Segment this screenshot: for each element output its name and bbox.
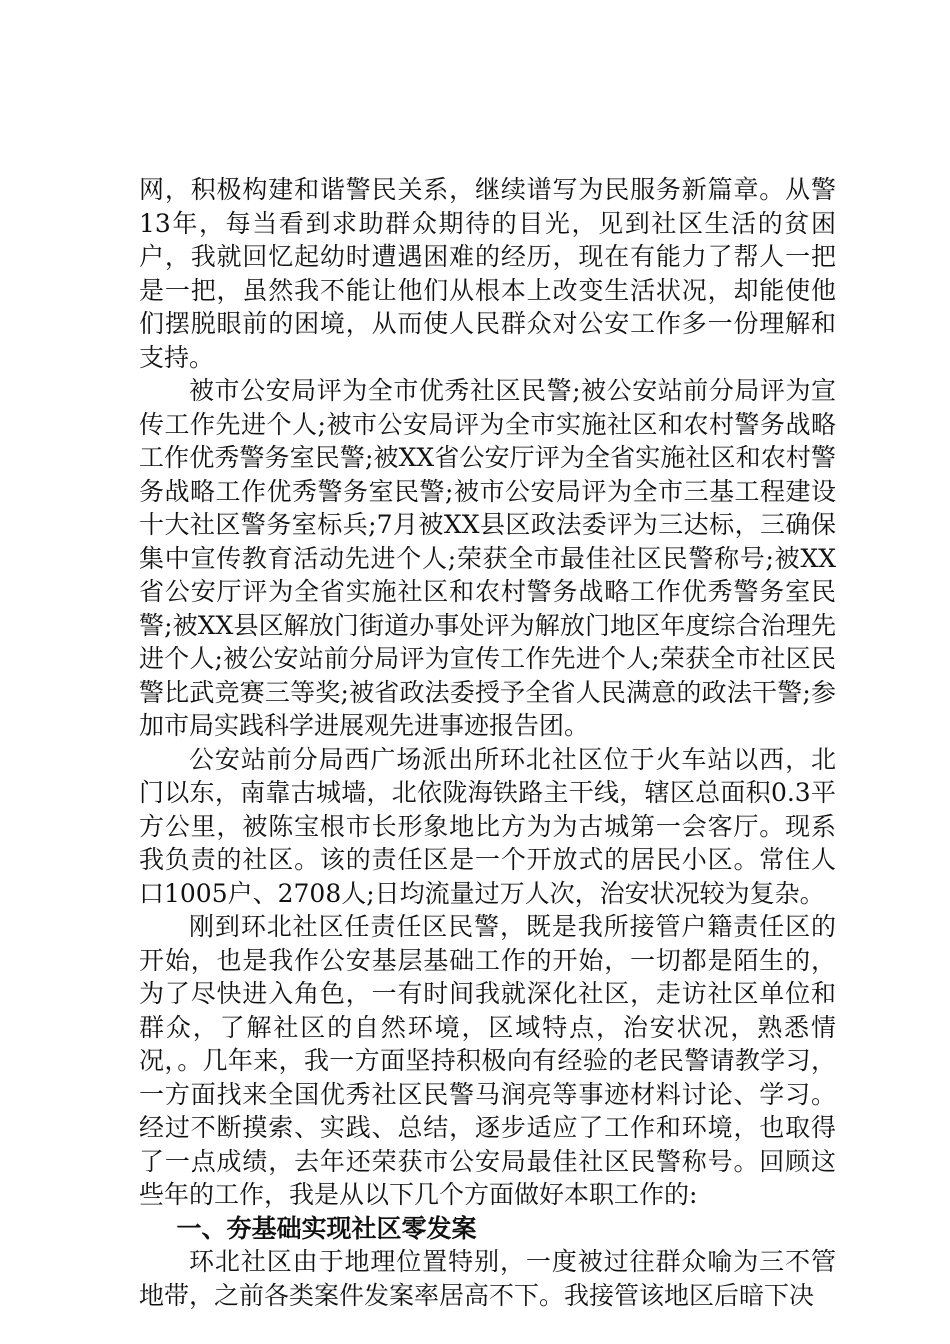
section-heading-1: 一、夯基础实现社区零发案: [176, 1213, 477, 1243]
paragraph-section-1: 环北社区由于地理位置特别，一度被过往群众喻为三不管地带，之前各类案件发案率居高不下。我接管该地区后暗下决: [139, 1247, 836, 1310]
paragraph-community-intro: 公安站前分局西广场派出所环北社区位于火车站以西，北门以东，南靠古城墙，北依陇海铁路主干线，辖区总面积0.3平方公里，被陈宝根市长形象地比方为为古城第一会客厅。现系我负责的社区。该的责任区是一个开放式的居民小区。常住人口1005户、2708人;日均流量过万人次，治安状况较为复杂。: [139, 744, 836, 908]
paragraph-honors: 被市公安局评为全市优秀社区民警;被公安站前分局评为宣传工作先进个人;被市公安局评为全市实施社区和农村警务战略工作优秀警务室民警;被XX省公安厅评为全省实施社区和农村警务战略工作优秀警务室民警;被市公安局评为全市三基工程建设十大社区警务室标兵;7月被XX县区政法委评为三达标，三确保集中宣传教育活动先进个人;荣获全市最佳社区民警称号;被XX省公安厅评为全省实施社区和农村警务战略工作优秀警务室民警;被XX县区解放门街道办事处评为解放门地区年度综合治理先进个人;被公安站前分局评为宣传工作先进个人;荣获全市社区民警比武竞赛三等奖;被省政法委授予全省人民满意的政法干警;参加市局实践科学进展观先进事迹报告团。: [139, 376, 836, 740]
document-body: [139, 173, 836, 1312]
paragraph-work-start: 刚到环北社区任责任区民警，既是我所接管户籍责任区的开始，也是我作公安基层基础工作的开始，一切都是陌生的，为了尽快进入角色，一有时间我就深化社区，走访社区单位和群众，了解社区的自然环境，区域特点，治安状况，熟悉情况，。几年来，我一方面坚持积极向有经验的老民警请教学习，一方面找来全国优秀社区民警马润亮等事迹材料讨论、学习。经过不断摸索、实践、总结，逐步适应了工作和环境，也取得了一点成绩，去年还荣获市公安局最佳社区民警称号。回顾这些年的工作，我是从以下几个方面做好本职工作的:: [139, 912, 836, 1209]
paragraph-continuation: 网，积极构建和谐警民关系，继续谱写为民服务新篇章。从警13年，每当看到求助群众期待的目光，见到社区生活的贫困户，我就回忆起幼时遭遇困难的经历，现在有能力了帮人一把是一把，虽然我不能让他们从根本上改变生活状况，却能使他们摆脱眼前的困境，从而使人民群众对公安工作多一份理解和支持。: [139, 175, 836, 372]
